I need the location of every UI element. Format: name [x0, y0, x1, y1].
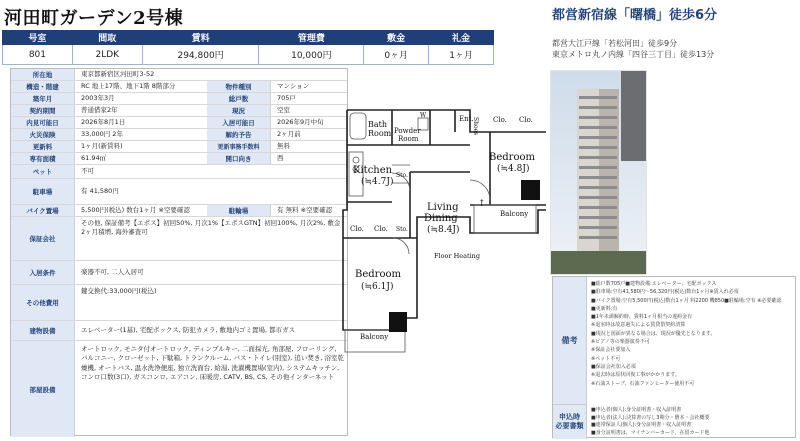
label-bicycle: 駐輪場 — [207, 205, 271, 216]
label-cancel-notice: 解約予告 — [207, 129, 271, 140]
header-room: 号室 — [3, 31, 73, 45]
label-powder-room: Room — [398, 135, 419, 143]
value-pet: 不可 — [81, 166, 94, 175]
label-kitchen: Kitchen — [353, 165, 393, 176]
value-parking: 有 41,580円 — [81, 186, 119, 195]
row-address — [11, 69, 347, 81]
value-key-money: 1ヶ月 — [429, 45, 494, 65]
value-rent: 294,800円 — [142, 45, 259, 65]
plan-pillar-1 — [521, 180, 540, 200]
value-renew: 1ヶ月(新賃料) — [81, 141, 123, 150]
row-other-costs — [11, 285, 347, 321]
label-units: 総戸数 — [207, 93, 271, 104]
row-parking — [11, 179, 347, 205]
plan-bathtub — [350, 113, 366, 139]
label-up-arrow: ↑ — [478, 199, 486, 209]
remark-item: ■1年未満解約時、賃料1ヶ月相当の違約金有 — [591, 314, 693, 321]
access-main: 都営新宿線「曙橋」徒歩6分 — [552, 8, 718, 23]
label-building-eq: 建物設備 — [11, 321, 75, 340]
application-item: ■申込者(個人):身分証明書・収入証明書 — [591, 407, 682, 413]
label-bedroom-2: Bedroom — [355, 269, 401, 280]
label-built: 築年月 — [11, 93, 75, 104]
value-room: 801 — [3, 45, 73, 65]
remark-item: ※保証会社要加入 — [591, 347, 631, 354]
label-closet-3: Clo. — [350, 225, 364, 233]
remark-item: ■駐車場:空有41,580円〜56,320円(税込)数台1ヶ月※賃入れ必須 — [591, 289, 739, 296]
details-table — [10, 68, 348, 436]
application-docs-list — [591, 407, 795, 437]
label-closet-2: Clo. — [519, 116, 533, 124]
application-item: ■申込者(法人):決算書の写し3期分・謄本・会社概要 — [591, 414, 710, 421]
label-closet-1: Clo. — [493, 116, 507, 124]
remark-item: ■現況と図面が異なる場合は、現況が優先となります。 — [591, 330, 716, 337]
building-photo — [550, 70, 647, 275]
application-item: ■身分証明書は、マイナンバーカード、在留カード他 — [591, 429, 710, 436]
label-movein: 入居可能日 — [207, 117, 271, 128]
value-bike: 5,500円(税込) 数台1ヶ月 ※空要確認 — [81, 205, 190, 214]
label-bedroom-1: Bedroom — [489, 152, 535, 163]
label-renew: 更新料 — [11, 141, 75, 152]
remark-item: ※石油ストーブ、石油ファンヒーター使用不可 — [591, 380, 695, 387]
label-conditions: 入居条件 — [11, 261, 75, 284]
label-type: 物件種別 — [207, 81, 271, 92]
label-closet-4: Clo. — [374, 225, 388, 233]
header-deposit: 敷金 — [364, 31, 429, 45]
row-built — [11, 93, 347, 105]
header-key-money: 礼金 — [429, 31, 494, 45]
value-layout: 2LDK — [72, 45, 142, 65]
label-fire: 火災保険 — [11, 129, 75, 140]
row-pet — [11, 165, 347, 179]
property-title: 河田町ガーデン2号棟 — [4, 8, 184, 29]
label-contract: 契約期間 — [11, 105, 75, 116]
building-photo-graphic — [551, 71, 647, 275]
label-bath-room: Room — [368, 129, 392, 138]
row-building-equipment — [11, 321, 347, 341]
header-layout: 間取 — [72, 31, 142, 45]
value-structure: RC 地上17階、地下1階 8階部分 — [81, 81, 176, 90]
label-viewing: 内見可能日 — [11, 117, 75, 128]
remarks-label: 備考 — [553, 277, 587, 405]
label-floor-heating: Floor Heating — [434, 252, 481, 260]
remark-item: ※退去時は原状回復工事がかかります。 — [591, 372, 680, 379]
access-line-3: 東京メトロ丸ノ内線「四谷三丁目」徒歩13分 — [552, 50, 715, 59]
summary-header-row — [3, 31, 494, 45]
row-viewing — [11, 117, 347, 129]
label-balcony-2: Balcony — [360, 333, 389, 341]
remark-item: ※ピアノ等の楽器演奏不可 — [591, 339, 650, 346]
value-facing: 西 — [277, 153, 284, 162]
value-built: 2003年3月 — [81, 93, 115, 102]
label-washer: W — [420, 112, 427, 119]
label-shoes: Shoes — [472, 117, 479, 136]
remark-item: ■総戸数705戸■建物設備:エレベーター、宅配ボックス — [591, 281, 717, 287]
row-conditions — [11, 261, 347, 285]
label-bath: Bath — [368, 120, 388, 129]
value-units: 705戸 — [277, 93, 296, 102]
plan-door-swing-2 — [470, 180, 490, 200]
label-room-eq: 部屋設備 — [11, 341, 75, 437]
remark-item: ■保証会社加入必須 — [591, 363, 636, 370]
label-bike: バイク置場 — [11, 205, 75, 216]
value-cancel-notice: 2ヶ月前 — [277, 129, 301, 138]
value-fire: 33,000円 2年 — [81, 129, 123, 138]
label-storage-2: Sto. — [396, 226, 408, 233]
plan-door-swing-3 — [393, 238, 409, 254]
value-contract: 普通借家2年 — [81, 105, 118, 114]
summary-table — [2, 30, 494, 65]
value-conditions: 楽器不可, 二人入居可 — [81, 267, 144, 276]
label-entrance: Ent. — [459, 115, 474, 123]
value-costs: 鍵交換代:33,000円(税込) — [81, 287, 157, 295]
value-status: 空室 — [277, 105, 290, 114]
summary-value-row — [3, 45, 494, 65]
plan-pillar-2 — [389, 312, 407, 332]
row-renewal — [11, 141, 347, 153]
application-docs-label: 申込時 必要書類 — [553, 405, 587, 439]
value-room-eq: オートロック, モニタ付オートロック, ディンプルキー, 二面採光, 角部屋, フローリング, バルコニー, クローゼット, 下駄箱, トランクルーム, バス・トイレ(別室), 追い焚き, 浴室乾燥機, オートバス, 温水洗浄便座, 独立洗面台, 給湯, 洗濯機置場(室内), システムキッチン, コンロ口数(3口), ガスコンロ, エアコン, 床暖房, CATV, BS, CS, その他インターネット — [81, 345, 344, 382]
label-guarantee: 保証会社 — [11, 217, 75, 260]
value-movein: 2026年9月中旬 — [277, 117, 324, 126]
row-fire-insurance — [11, 129, 347, 141]
label-bedroom-1-size: (≒4.8J) — [497, 164, 530, 174]
remark-item: ■更新料:有 — [591, 305, 618, 312]
row-room-equipment — [11, 341, 347, 437]
label-structure: 構造・階建 — [11, 81, 75, 92]
value-type: マンション — [277, 81, 310, 90]
row-area — [11, 153, 347, 165]
row-structure — [11, 81, 347, 93]
application-item: ■連帯保証人(個人):身分証明書・収入証明書 — [591, 422, 692, 429]
value-area: 61.94㎡ — [81, 153, 107, 162]
header-rent: 賃料 — [142, 31, 259, 45]
label-bedroom-2-size: (≒6.1J) — [361, 282, 394, 292]
label-area: 専有面積 — [11, 153, 75, 164]
access-line-2: 都営大江戸線「若松河田」徒歩9分 — [552, 39, 678, 48]
value-guarantee: その他, 保証備考【エポス】初回50%, 月次1%【エポスGTN】初回100%, 月次2%, 敷金2ヶ月積増, 海外審査可 — [81, 219, 341, 237]
label-living-size: (≒8.4J) — [427, 225, 460, 235]
label-renew-admin: 更新事務手数料 — [207, 141, 271, 152]
plan-stove-1 — [353, 157, 359, 163]
header-admin-fee: 管理費 — [259, 31, 364, 45]
row-guarantee — [11, 217, 347, 261]
value-renew-admin: 無料 — [277, 141, 290, 150]
label-pet: ペット — [11, 165, 75, 178]
remarks-section — [552, 276, 796, 438]
remark-item: ※退室時は故意過失による賃貸借契約清算 — [591, 322, 686, 329]
remark-item: ■バイク置場:空有5,500円(税込)数台1ヶ月 料2200 機850■駐輪場:空有 ※必要確認 — [591, 297, 782, 304]
label-powder: Powder — [394, 127, 421, 135]
label-costs: その他費用 — [11, 285, 75, 320]
row-bike — [11, 205, 347, 217]
floor-plan — [342, 104, 546, 356]
label-kitchen-size: (≒4.7J) — [361, 177, 394, 187]
label-living: Living — [427, 202, 459, 213]
label-facing: 開口向き — [207, 153, 271, 164]
label-address: 所在地 — [11, 69, 75, 80]
value-viewing: 2026年8月1日 — [81, 117, 126, 126]
label-storage-1: Sto. — [396, 172, 408, 179]
value-deposit: 0ヶ月 — [364, 45, 429, 65]
remarks-list — [591, 280, 795, 388]
label-parking: 駐車場 — [11, 179, 75, 204]
value-bicycle: 有 無料 ※空要確認 — [277, 205, 333, 214]
label-status: 現況 — [207, 105, 271, 116]
label-balcony-1: Balcony — [500, 210, 529, 218]
value-admin-fee: 10,000円 — [259, 45, 364, 65]
label-dining: Dining — [424, 213, 458, 224]
row-contract — [11, 105, 347, 117]
remark-item: ※ペット不可 — [591, 355, 621, 362]
value-building-eq: エレベーター(1基), 宅配ボックス, 防犯カメラ, 敷地内ゴミ置場, 都市ガス — [81, 325, 296, 334]
value-address: 東京都新宿区河田町3-52 — [81, 69, 155, 78]
